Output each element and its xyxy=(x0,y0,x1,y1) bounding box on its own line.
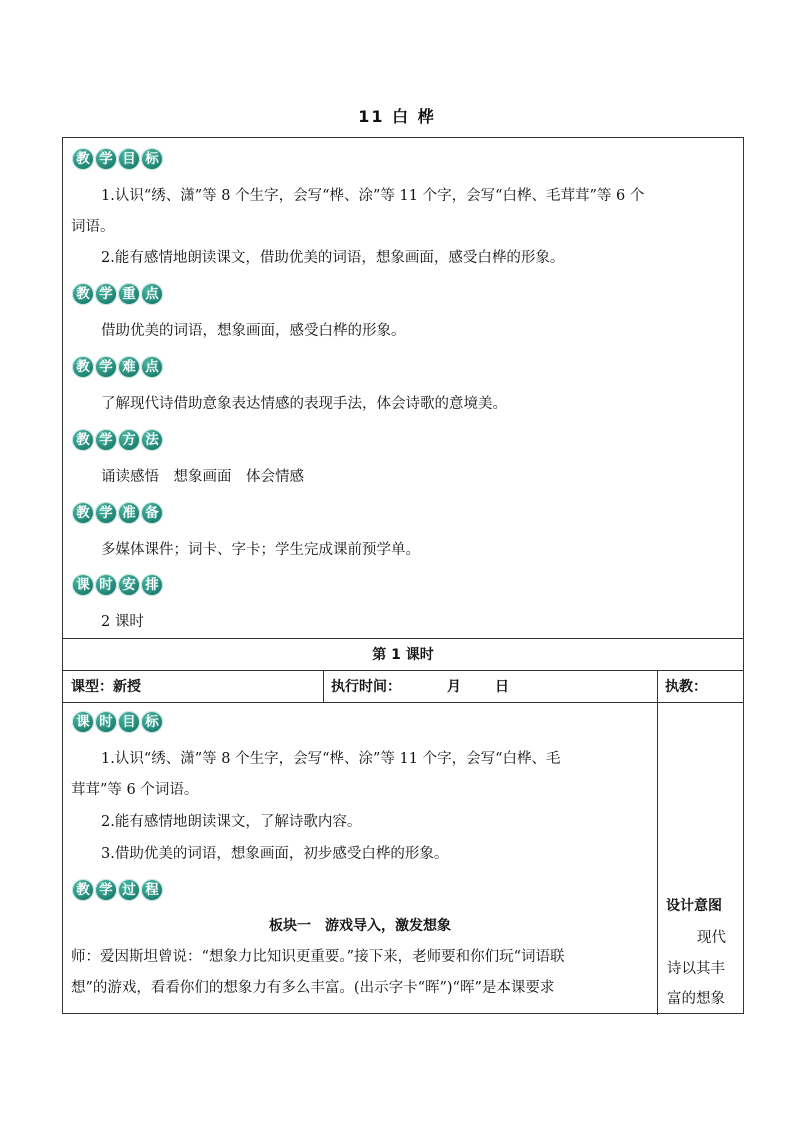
badge-char: 难 xyxy=(118,356,140,378)
process-paragraph-line-1: 师：爱因斯坦曾说：“想象力比知识更重要。”接下来，老师要和你们玩“词语联 xyxy=(71,949,565,965)
execution-day-label: 日 xyxy=(495,679,509,695)
badge-char: 过 xyxy=(118,879,140,901)
section-badge-keypoints xyxy=(72,283,163,305)
objective-line-2: 2.能有感情地朗读课文，借助优美的词语，想象画面，感受白桦的形象。 xyxy=(101,250,565,266)
row-divider xyxy=(63,702,743,703)
badge-char: 学 xyxy=(95,356,117,378)
preparation-text: 多媒体课件；词卡、字卡；学生完成课前预学单。 xyxy=(101,542,420,558)
badge-char: 课 xyxy=(72,711,94,733)
lesson-goal-line-3: 3.借助优美的词语，想象画面，初步感受白桦的形象。 xyxy=(101,846,449,862)
schedule-text: 2 课时 xyxy=(101,614,144,630)
column-divider xyxy=(657,670,658,1015)
process-block-title: 板块一 游戏导入，激发想象 xyxy=(269,918,451,934)
difficulties-text: 了解现代诗借助意象表达情感的表现手法，体会诗歌的意境美。 xyxy=(101,396,507,412)
row-divider xyxy=(63,670,743,671)
methods-text: 诵读感悟 想象画面 体会情感 xyxy=(101,469,304,485)
execution-time-label: 执行时间： xyxy=(331,679,401,695)
badge-char: 法 xyxy=(141,429,163,451)
badge-char: 重 xyxy=(118,283,140,305)
badge-char: 目 xyxy=(118,148,140,170)
badge-char: 标 xyxy=(141,148,163,170)
section-badge-difficulties xyxy=(72,356,163,378)
badge-char: 课 xyxy=(72,574,94,596)
section-badge-objectives xyxy=(72,148,163,170)
design-intent-line-3: 富的想象 xyxy=(667,991,725,1007)
badge-char: 方 xyxy=(118,429,140,451)
section-badge-methods xyxy=(72,429,163,451)
badge-char: 目 xyxy=(118,711,140,733)
design-intent-label: 设计意图 xyxy=(666,898,722,914)
badge-char: 点 xyxy=(141,283,163,305)
badge-char: 学 xyxy=(95,148,117,170)
lesson-goal-line-2: 2.能有感情地朗读课文，了解诗歌内容。 xyxy=(101,814,362,830)
badge-char: 教 xyxy=(72,502,94,524)
row-divider xyxy=(63,638,743,639)
badge-char: 准 xyxy=(118,502,140,524)
column-divider xyxy=(323,670,324,702)
lesson-heading: 第 1 课时 xyxy=(372,647,434,663)
badge-char: 排 xyxy=(141,574,163,596)
badge-char: 标 xyxy=(141,711,163,733)
badge-char: 学 xyxy=(95,879,117,901)
badge-char: 教 xyxy=(72,356,94,378)
objective-line-1: 1.认识“绣、潇”等 8 个生字，会写“桦、涂”等 11 个字，会写“白桦、毛茸茸”等 6 个 xyxy=(101,188,645,204)
lesson-plan-table xyxy=(62,137,744,1014)
design-intent-line-1: 现代 xyxy=(697,930,726,946)
badge-char: 备 xyxy=(141,502,163,524)
badge-char: 教 xyxy=(72,148,94,170)
badge-char: 学 xyxy=(95,429,117,451)
keypoints-text: 借助优美的词语，想象画面，感受白桦的形象。 xyxy=(101,323,406,339)
section-badge-preparation xyxy=(72,502,163,524)
badge-char: 学 xyxy=(95,502,117,524)
section-badge-process xyxy=(72,879,163,901)
section-badge-schedule xyxy=(72,574,163,596)
badge-char: 教 xyxy=(72,879,94,901)
badge-char: 安 xyxy=(118,574,140,596)
lesson-type: 课型：新授 xyxy=(71,679,141,695)
section-badge-lesson-goals xyxy=(72,711,163,733)
lesson-goal-line-1-cont: 茸茸”等 6 个词语。 xyxy=(71,782,199,798)
objective-line-1-cont: 词语。 xyxy=(71,219,115,235)
design-intent-line-2: 诗以其丰 xyxy=(667,961,725,977)
teacher-label: 执教： xyxy=(665,679,707,695)
badge-char: 点 xyxy=(141,356,163,378)
badge-char: 时 xyxy=(95,711,117,733)
badge-char: 时 xyxy=(95,574,117,596)
badge-char: 教 xyxy=(72,283,94,305)
badge-char: 教 xyxy=(72,429,94,451)
process-paragraph-line-2: 想”的游戏，看看你们的想象力有多么丰富。(出示字卡“晖”)“晖”是本课要求 xyxy=(71,980,555,996)
execution-month-label: 月 xyxy=(447,679,461,695)
badge-char: 程 xyxy=(141,879,163,901)
badge-char: 学 xyxy=(95,283,117,305)
lesson-goal-line-1: 1.认识“绣、潇”等 8 个生字，会写“桦、涂”等 11 个字，会写“白桦、毛 xyxy=(101,751,561,767)
page-title: 11 白 桦 xyxy=(358,107,436,126)
